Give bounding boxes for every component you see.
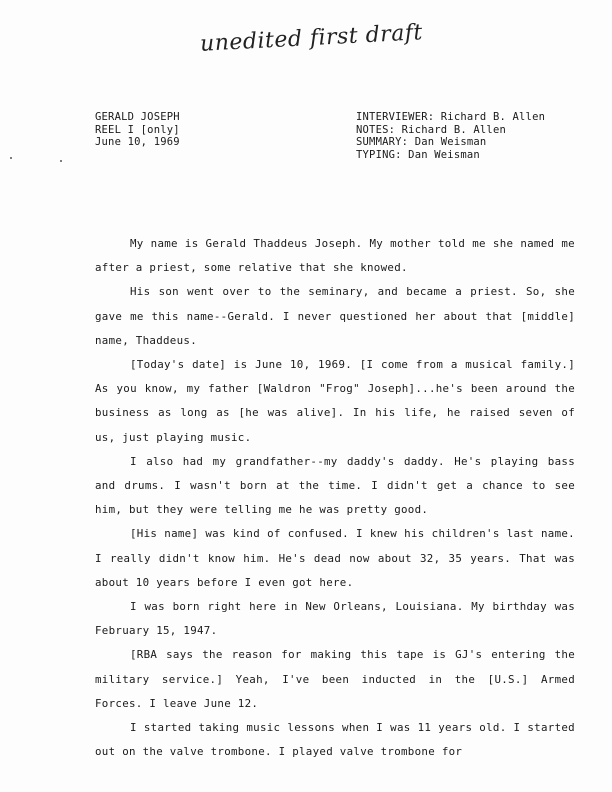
paragraph: [RBA says the reason for making this tape is GJ's entering the military service.] Yeah, I've been inducted in the [U.S.] Armed Forces. I leave June 12. — [95, 648, 575, 710]
reel-label: REEL I [only] — [95, 123, 180, 136]
interview-date: June 10, 1969 — [95, 136, 180, 148]
header-right-block — [356, 111, 545, 161]
interviewer-credit: INTERVIEWER: Richard B. Allen — [356, 111, 546, 123]
notes-credit: NOTES: Richard B. Allen — [356, 123, 506, 136]
paragraph: His son went over to the seminary, and became a priest. So, she gave me this name--Gerald. I never questioned her about that [middle] name, Thaddeus. — [95, 285, 575, 347]
header-left-block — [95, 111, 180, 149]
paragraph: [Today's date] is June 10, 1969. [I come from a musical family.] As you know, my father [Waldron "Frog" Joseph]...he's been around the business as long as [he was alive]. In his life, he raised seven of us, just playing music. — [95, 358, 575, 444]
paragraph: [His name] was kind of confused. I knew his children's last name. I really didn't know him. He's dead now about 32, 35 years. That was about 10 years before I even got here. — [95, 527, 575, 589]
typing-credit: TYPING: Dan Weisman — [356, 148, 480, 161]
scan-speck — [60, 160, 62, 162]
handwritten-annotation: unedited first draft — [199, 20, 424, 57]
summary-credit: SUMMARY: Dan Weisman — [356, 136, 487, 148]
paragraph: My name is Gerald Thaddeus Joseph. My mother told me she named me after a priest, some relative that she knowed. — [95, 237, 575, 275]
paragraph: I started taking music lessons when I was 11 years old. I started out on the valve trombone. I played valve trombone for — [95, 721, 575, 759]
paragraph: I was born right here in New Orleans, Louisiana. My birthday was February 15, 1947. — [95, 600, 575, 638]
scan-speck — [10, 157, 12, 159]
paragraph: I also had my grandfather--my daddy's daddy. He's playing bass and drums. I wasn't born at the time. I didn't get a chance to see him, but they were telling me he was pretty good. — [95, 454, 575, 517]
subject-name: GERALD JOSEPH — [95, 111, 180, 123]
transcript-body — [95, 232, 575, 764]
